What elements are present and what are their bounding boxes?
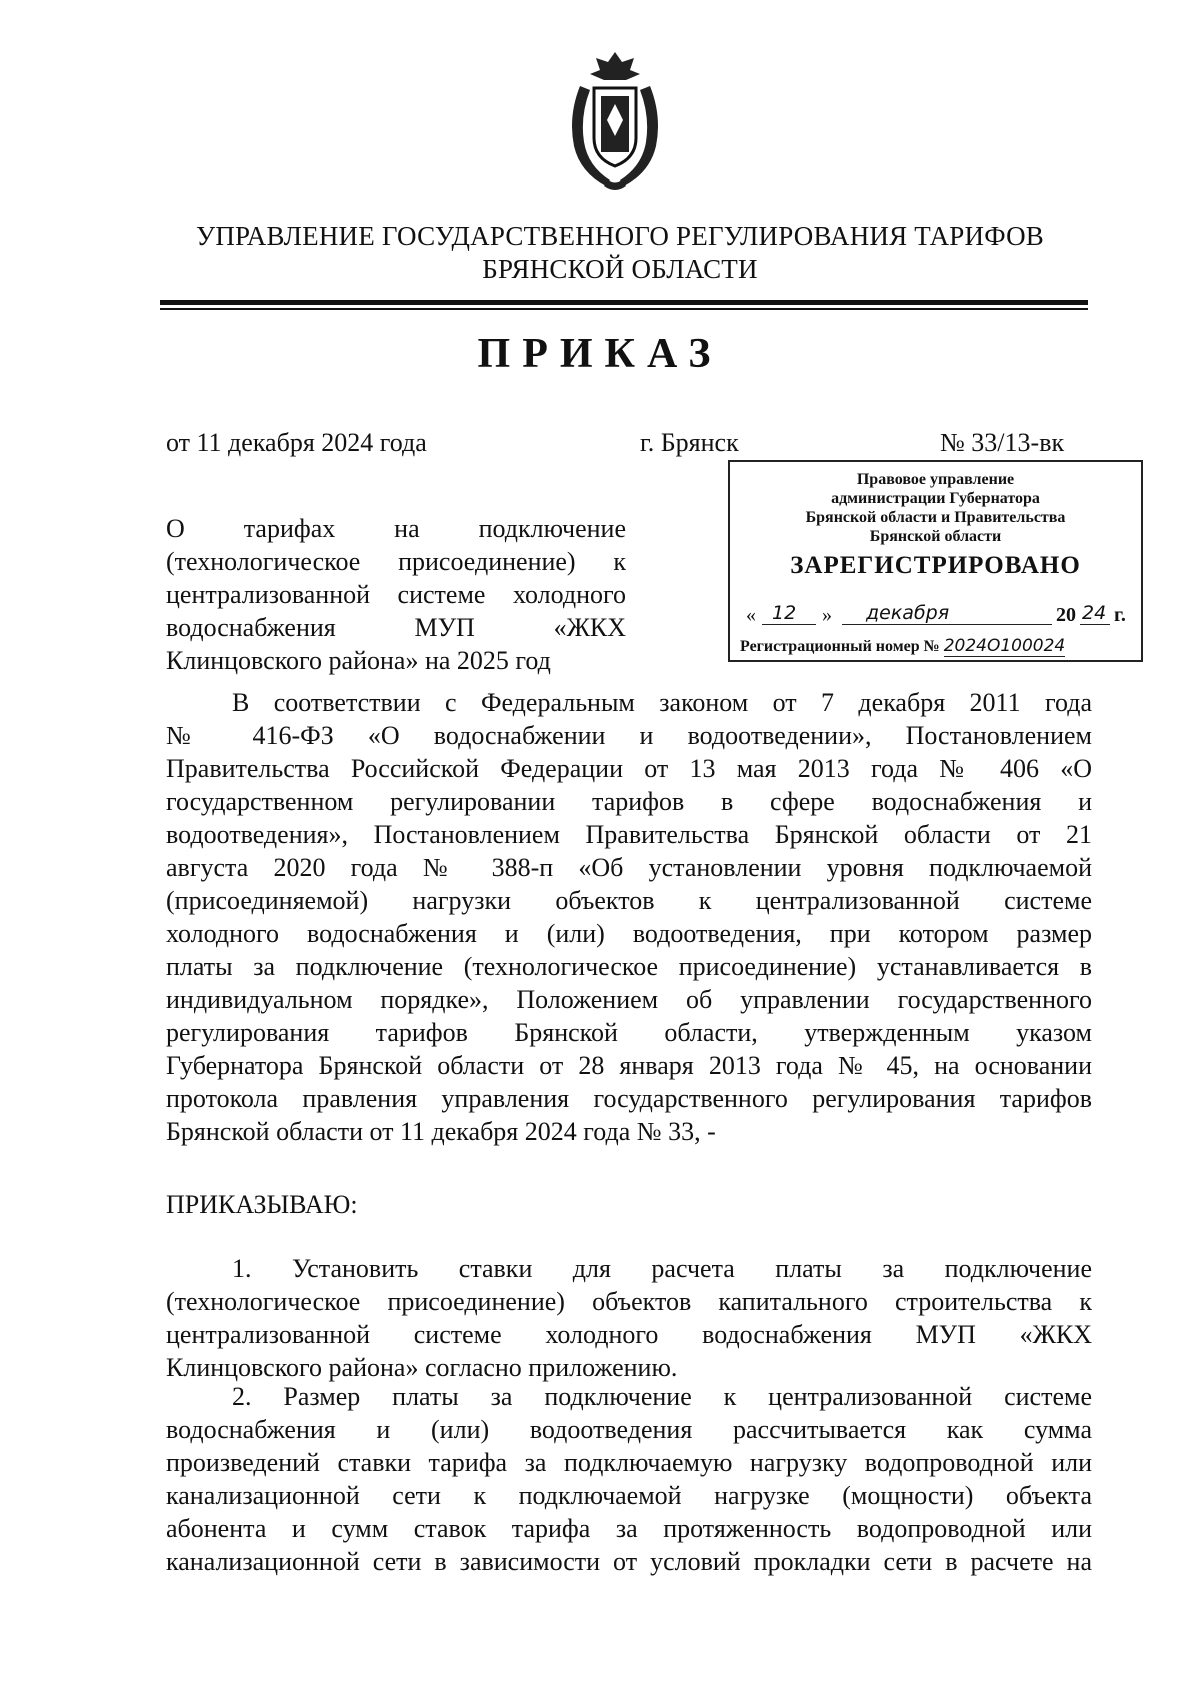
preamble-line: платы за подключение (технологическое присоединение) устанавливается в — [166, 952, 1092, 981]
stamp-date-row — [742, 602, 1132, 632]
stamp-day-handwritten: 12 — [772, 602, 797, 624]
subject-line: О тарифах на подключение — [166, 514, 626, 543]
order-subject — [166, 512, 626, 677]
stamp-reg-label: Регистрационный номер № — [740, 638, 940, 655]
preamble-line: В соответствии с Федеральным законом от 7 декабря 2011 года — [232, 688, 1092, 717]
preamble-line: протокола правления управления государственного регулирования тарифов — [166, 1084, 1092, 1113]
preamble-paragraph — [166, 686, 1092, 1148]
order-item-1 — [166, 1252, 1092, 1384]
item-line: 2. Размер платы за подключение к централизованной системе — [232, 1382, 1092, 1411]
item-line: водоснабжения и (или) водоотведения рассчитывается как сумма — [166, 1415, 1092, 1444]
stamp-reg-number-handwritten: 2024О100024 — [943, 636, 1066, 656]
registration-stamp — [728, 460, 1143, 662]
preamble-line: Брянской области от 11 декабря 2024 года № 33, - — [166, 1117, 716, 1146]
preamble-line: (присоединяемой) нагрузки объектов к централизованной системе — [166, 886, 1092, 915]
subject-line: (технологическое присоединение) к — [166, 547, 626, 576]
subject-line: водоснабжения МУП «ЖКХ — [166, 613, 626, 642]
stamp-org-line: Правовое управление — [856, 471, 1015, 488]
agency-name-line-1: УПРАВЛЕНИЕ ГОСУДАРСТВЕННОГО РЕГУЛИРОВАНИЯ ТАРИФОВ — [196, 221, 1044, 251]
item-line: произведений ставки тарифа за подключаемую нагрузку водопроводной или — [166, 1448, 1092, 1477]
stamp-year-handwritten: 24 — [1082, 602, 1107, 624]
item-line: абонента и сумм ставок тарифа за протяженность водопроводной или — [166, 1514, 1092, 1543]
preamble-line: холодного водоснабжения и (или) водоотведения, при котором размер — [166, 919, 1092, 948]
order-date: от 11 декабря 2024 года — [166, 428, 427, 457]
document-title: ПРИКАЗ — [477, 331, 723, 377]
item-line: (технологическое присоединение) объектов капитального строительства к — [166, 1287, 1092, 1316]
subject-line: централизованной системе холодного — [166, 580, 626, 609]
item-line: централизованной системе холодного водоснабжения МУП «ЖКХ — [166, 1320, 1092, 1349]
preamble-line: водоотведения», Постановлением Правительства Брянской области от 21 — [166, 820, 1092, 849]
stamp-quote-close: » — [822, 604, 832, 626]
subject-line: Клинцовского района» на 2025 год — [166, 646, 551, 675]
stamp-year-unit: г. — [1114, 604, 1126, 626]
item-line: Клинцовского района» согласно приложению. — [166, 1353, 678, 1382]
agency-name-line-2: БРЯНСКОЙ ОБЛАСТИ — [482, 254, 758, 284]
stamp-org-line: администрации Губернатора — [831, 490, 1040, 507]
preamble-line: № 416-ФЗ «О водоснабжении и водоотведении», Постановлением — [166, 721, 1092, 750]
order-directive-heading: ПРИКАЗЫВАЮ: — [166, 1190, 358, 1219]
header-divider-thin — [160, 308, 1088, 310]
stamp-year-prefix: 20 — [1056, 604, 1076, 626]
coat-of-arms-emblem — [560, 46, 670, 196]
preamble-line: Губернатора Брянской области от 28 января 2013 года № 45, на основании — [166, 1051, 1092, 1080]
item-line: канализационной сети в зависимости от условий прокладки сети в расчете на — [166, 1547, 1092, 1576]
order-city: г. Брянск — [640, 428, 739, 457]
stamp-org-line: Брянской области — [869, 528, 1002, 545]
preamble-line: августа 2020 года № 388-п «Об установлении уровня подключаемой — [166, 853, 1092, 882]
stamp-reg-row — [740, 636, 1135, 656]
order-item-2 — [166, 1380, 1092, 1578]
stamp-org-line: Брянской области и Правительства — [805, 509, 1066, 526]
stamp-registered-label: ЗАРЕГИСТРИРОВАНО — [790, 552, 1081, 579]
preamble-line: государственном регулировании тарифов в сфере водоснабжения и — [166, 787, 1092, 816]
stamp-quote-open: « — [746, 604, 756, 626]
item-line: 1. Установить ставки для расчета платы за подключение — [232, 1254, 1092, 1283]
order-number: № 33/13-вк — [940, 428, 1065, 457]
header-divider-thick — [160, 300, 1088, 305]
stamp-month-handwritten: декабря — [866, 602, 950, 624]
preamble-line: регулирования тарифов Брянской области, утвержденным указом — [166, 1018, 1092, 1047]
preamble-line: Правительства Российской Федерации от 13 мая 2013 года № 406 «О — [166, 754, 1092, 783]
item-line: канализационной сети к подключаемой нагрузке (мощности) объекта — [166, 1481, 1092, 1510]
preamble-line: индивидуальном порядке», Положением об управлении государственного — [166, 985, 1092, 1014]
